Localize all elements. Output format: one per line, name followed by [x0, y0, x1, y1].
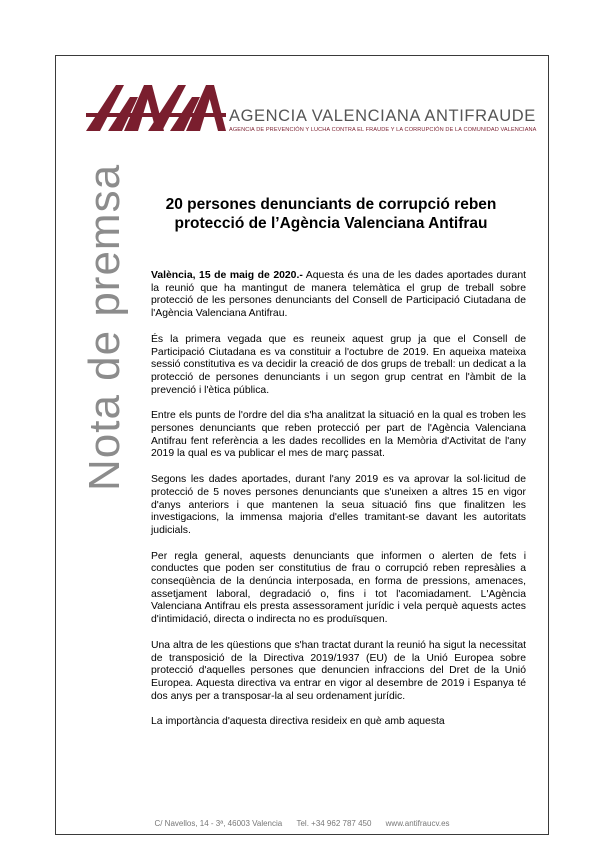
paragraph: Segons les dades aportades, durant l'any 2019 es va aprovar la sol·licitud de protecció de 5 noves persones denunciants que s'uneixen a altres 15 en vigor d'anys anteriors i que mantenen la seua situació fins que finalitzen les investigacions, la immensa majoria d'elles tramitant-se davant les autoritats judicials. — [151, 474, 526, 536]
agency-logo — [86, 83, 537, 143]
agency-name: AGENCIA VALENCIANA ANTIFRAUDE — [229, 107, 536, 125]
dateline: València, 15 de maig de 2020.- — [151, 270, 303, 281]
paragraph: València, 15 de maig de 2020.- Aquesta és una de les dades aportades durant la reunió que ha mantingut de manera telemàtica el grup de treball sobre protecció de les persones denunciants del Consell de Participació Ciutadana de l'Agència Valenciana Antifrau. — [151, 270, 526, 320]
paragraph: La importància d'aquesta directiva resideix en què amb aquesta — [151, 716, 445, 728]
press-release-body — [151, 270, 526, 742]
page-footer — [56, 819, 548, 828]
press-release-label: Nota de premsa — [80, 163, 129, 491]
press-release-page — [55, 55, 549, 835]
paragraph: Una altra de les qüestions que s'han tractat durant la reunió ha sigut la necessitat de transposició de la Directiva 2019/1937 (EU) de la Unió Europea sobre protecció d'aquelles persones que denuncien infraccions del Dret de la Unió Europea. Aquesta directiva va entrar en vigor al desembre de 2019 i Espanya té dos anys per a transposar-la al seu ordenament jurídic. — [151, 639, 526, 702]
agency-subtitle: AGENCIA DE PREVENCIÓN Y LUCHA CONTRA EL FRAUDE Y LA CORRUPCIÓN DE LA COMUNIDAD VALENCIANA — [229, 127, 537, 133]
agency-logo-mark-icon — [86, 83, 226, 139]
paragraph: Per regla general, aquests denunciants que informen o alerten de fets i conductes que poden ser constitutius de frau o corrupció reben represàlies a conseqüència de la denúncia interposada, en forma de pressions, amenaces, assetjament laboral, degradació o, fins i tot l'acomiadament. L'Agència Valenciana Antifrau els presta assessorament jurídic i vela perquè aquests actes d'intimidació, directa o indirecta no es produïsquen. — [151, 550, 526, 626]
press-release-headline: 20 persones denunciants de corrupció reben protecció de l’Agència Valenciana Antifrau — [165, 196, 497, 232]
paragraph: Entre els punts de l'ordre del dia s'ha analitzat la situació en la qual es troben les persones denunciants que reben protecció per part de l'Agència Valenciana Antifrau fent referència a les dades recollides en la Memòria d'Activitat de l'any 2019 la qual es va publicar el mes de març passat. — [151, 410, 526, 460]
footer-phone: Tel. +34 962 787 450 — [296, 819, 372, 828]
footer-address: C/ Navellos, 14 - 3ª, 46003 Valencia — [154, 819, 283, 828]
footer-website: www.antifraucv.es — [385, 819, 450, 828]
paragraph: És la primera vegada que es reuneix aquest grup ja que el Consell de Participació Ciutadana es va constituir a l'octubre de 2019. En aqueixa mateixa sessió constitutiva es va decidir la creació de dos grups de treball: un dedicat a la protecció de persones denunciants i un segon grup centrat en l'àmbit de la prevenció i l'ètica pública. — [151, 333, 526, 396]
